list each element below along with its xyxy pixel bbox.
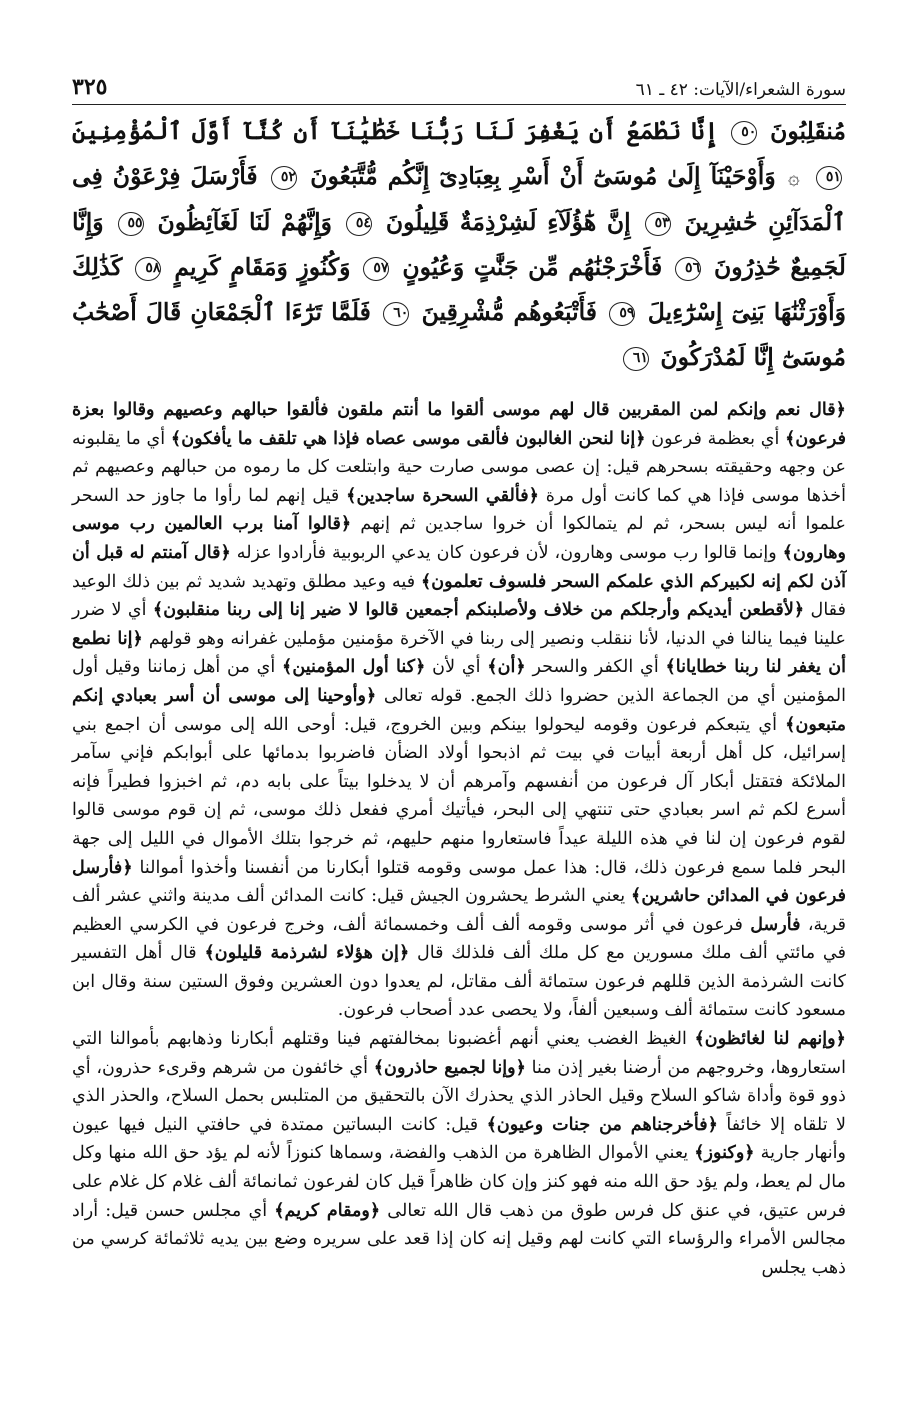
commentary-text: أي خائفون من شرهم وقرىء حذرون، أي ذوو قوة وأداة شاكو السلاح وقيل الحاذر الذي يحذرك الآن بالتحقيق من المتلبس بحمل السلاح، والحذر الذي لا تلقاه إلا خائفاً bbox=[72, 1057, 846, 1135]
quoted-verse: ﴿أن﴾ bbox=[487, 656, 526, 678]
commentary-text: أي لا ضرر علينا فيما ينالنا في الدنيا، لأنا ننقلب ونصير إلى ربنا في الآخرة مؤمنين مؤملين غفرانه وهو قولهم bbox=[72, 600, 846, 649]
quoted-verse: ﴿فأخرجناهم من جنات وعيون﴾ bbox=[486, 1113, 718, 1135]
quoted-verse: ﴿كنا أول المؤمنين﴾ bbox=[282, 656, 426, 678]
verse-number-marker: ٥٦ bbox=[675, 257, 701, 281]
page-number: ٣٢٥ bbox=[72, 74, 108, 100]
verse-text: إِنَّ هَٰٓؤُلَآءِ لَشِرْذِمَةٌ قَلِيلُونَ bbox=[385, 208, 631, 236]
quoted-verse: ﴿وأوحينا إلى موسى أن أسر بعبادي إنكم متبعون﴾ bbox=[72, 684, 846, 735]
quoted-verse: ﴿وإنا لجميع حاذرون﴾ bbox=[373, 1056, 526, 1078]
commentary-paragraph bbox=[72, 1025, 846, 1282]
verse-number-marker: ٥٩ bbox=[609, 302, 635, 326]
quoted-verse: ﴿قالوا آمنا برب العالمين رب موسى وهارون﴾ bbox=[72, 513, 847, 563]
verse-text: فَلَمَّا تَرَٰٓءَا ٱلْجَمْعَانِ قَالَ أَصْحَٰبُ مُوسَىٰٓ إِنَّا لَمُدْرَكُونَ bbox=[72, 298, 846, 371]
commentary-text: أي من أهل زماننا وقيل أول المؤمنين أي من الجماعة الذين حضروا ذلك الجمع. قوله تعالى bbox=[72, 657, 846, 706]
quran-verses-block bbox=[72, 109, 846, 388]
commentary-text: فيه وعيد مطلق وتهديد شديد ثم بين ذلك الوعيد فقال bbox=[72, 571, 846, 621]
quoted-verse: ﴿لأقطعن أيديكم وأرجلكم من خلاف ولأصلبنكم أجمعين قالوا لا ضير إنا إلى ربنا منقلبون﴾ bbox=[152, 599, 805, 621]
verse-text: فَأَرْسَلَ فِرْعَوْنُ فِى ٱلْمَدَآئِنِ حَٰشِرِينَ bbox=[72, 162, 846, 236]
commentary-text: أي مجلس حسن قيل: أراد مجالس الأمراء والرؤساء التي كانت لهم وقيل إنه كان إذا قعد على سريره وضع بين يديه ثلاثمائة كرسي من ذهب يجلس bbox=[72, 1200, 846, 1278]
verse-text: إِنَّا نَطْمَعُ أَن يَغْفِرَ لَنَا رَبُّنَا خَطَٰيَٰنَآ أَن كُنَّآ أَوَّلَ ٱلْمُؤْمِنِينَ bbox=[72, 117, 719, 145]
verse-number-marker: ٥٢ bbox=[271, 166, 297, 190]
commentary-text: أي بعظمة فرعون bbox=[645, 428, 786, 449]
verse-number-marker: ٥٤ bbox=[346, 212, 372, 236]
commentary-block bbox=[72, 396, 846, 1282]
commentary-text: أي ما يقلبونه عن وجهه وحقيقته بسحرهم قيل: إن عصى موسى صارت حية وابتلعت كل ما رموه من حبالهم وعصيهم ثم أخذها موسى فإذا هي كما كانت أول مرة bbox=[72, 428, 846, 506]
verse-text: وَإِنَّهُمْ لَنَا لَغَآئِظُونَ bbox=[157, 208, 332, 236]
commentary-text: قال أهل التفسير كانت الشرذمة الذين قللهم فرعون ستمائة ألف مقاتل، لم يعدوا دون العشرين وفوق الستين سنة وقال ابن مسعود كانت ستمائة ألف وسبعين ألفاً، ولا يحصى عدد أصحاب فرعون. bbox=[72, 943, 846, 1021]
quoted-verse: فأرسل bbox=[750, 913, 801, 935]
quoted-verse: ﴿إنا نطمع أن يغفر لنا ربنا خطايانا﴾ bbox=[72, 627, 846, 678]
running-header bbox=[72, 70, 846, 105]
verse-number-marker: ٥٠ bbox=[731, 121, 757, 145]
surah-title: سورة الشعراء/الآيات: ٤٢ ـ ٦١ bbox=[635, 80, 846, 100]
quoted-verse: ﴿فألقي السحرة ساجدين﴾ bbox=[346, 484, 539, 506]
commentary-text: فرعون في أثر موسى وقومه ألف ألف وخمسمائة ألف، وخرج فرعون في الكرسي العظيم في مائتي ألف ملك مسورين مع كل ملك ألف فلذلك قال bbox=[72, 914, 846, 964]
verse-text: وَإِنَّا لَجَمِيعٌ حَٰذِرُونَ bbox=[72, 208, 846, 281]
verse-text: كَذَٰلِكَ وَأَوْرَثْنَٰهَا بَنِىٓ إِسْرَٰٓءِيلَ bbox=[72, 253, 846, 326]
quoted-verse: ﴿إنا لنحن الغالبون فألقى موسى عصاه فإذا هي تلقف ما يأفكون﴾ bbox=[170, 427, 646, 449]
verse-number-marker: ٥٨ bbox=[135, 257, 161, 281]
quoted-verse: ﴿فأرسل فرعون في المدائن حاشرين﴾ bbox=[72, 856, 846, 907]
commentary-text: الغيظ الغضب يعني أنهم أغضبونا بمخالفتهم فينا وقتلهم أبكارنا وذهابهم بأموالنا التي استعاروها، وخروجهم من أرضنا بغير إذن منا bbox=[72, 1029, 847, 1078]
verse-text: مُنقَلِبُونَ bbox=[770, 117, 846, 145]
verse-number-marker: ٦١ bbox=[623, 347, 649, 371]
verse-number-marker: ٥٣ bbox=[645, 212, 671, 236]
verse-text: فَأَتْبَعُوهُم مُّشْرِقِينَ bbox=[421, 298, 598, 326]
commentary-paragraph bbox=[72, 396, 846, 1025]
quoted-verse: ﴿وكنوز﴾ bbox=[694, 1142, 755, 1164]
quoted-verse: ﴿قال آمنتم له قبل أن آذن لكم إنه لكبيركم الذي علمكم السحر فلسوف تعلمون﴾ bbox=[72, 541, 846, 592]
hizb-marker-icon: ۞ bbox=[787, 165, 800, 189]
quoted-verse: ﴿إن هؤلاء لشرذمة قليلون﴾ bbox=[204, 942, 410, 964]
commentary-text: أي يتبعكم فرعون وقومه ليحولوا بينكم وبين الخروج، قيل: أوحى الله إلى موسى أن اجمع بني إسرائيل، كل أهل أربعة أبيات في بيت ثم اذبحوا أولاد الضأن فاضربوا بدمائها على أبوابكم فإني سآمر الملائكة فتقتل أبكار آل فرعون من أنفسهم وآمرهم أن لا يدخلوا بيتاً على بابه دم، ثم اخبزوا فطيراً فإنه أسرع لكم ثم اسر بعبادي حتى تنتهي إلى البحر، فيأتيك أمري ففعل ذلك موسى، ثم إن قوم موسى قالوا لقوم فرعون إن لنا في هذه الليلة عيداً فاستعاروا منهم حليهم، ثم خرجوا بتلك الأموال في الليل إلى جهة البحر فلما سمع فرعون ذلك، قال: هذا عمل موسى وقومه قتلوا أبكارنا من أنفسنا وأخذوا أموالنا bbox=[72, 714, 846, 878]
verse-text: وَأَوْحَيْنَآ إِلَىٰ مُوسَىٰٓ أَنْ أَسْرِ بِعِبَادِىٓ إِنَّكُم مُّتَّبَعُونَ bbox=[310, 162, 776, 190]
quoted-verse: ﴿وإنهم لنا لغائظون﴾ bbox=[694, 1028, 846, 1050]
commentary-text: يعني الأموال الظاهرة من الذهب والفضة، وسماها كنوزاً لأنه لم يؤد حق الله منها وكل مال لم يعط، ولم يؤد حق الله منه فهو كنز وإن كان ظاهراً قيل كان لفرعون ثمانمائة ألف غلام كل غلام على فرس عتيق، في عنق كل فرس طوق من ذهب قال الله تعالى bbox=[72, 1143, 846, 1221]
quoted-verse: ﴿ومقام كريم﴾ bbox=[274, 1199, 381, 1221]
quoted-verse: ﴿قال نعم وإنكم لمن المقربين قال لهم موسى ألقوا ما أنتم ملقون فألقوا حبالهم وعصيهم وقالوا بعزة فرعون﴾ bbox=[72, 399, 846, 449]
verse-text: فَأَخْرَجْنَٰهُم مِّن جَنَّٰتٍ وَعُيُونٍ bbox=[402, 253, 663, 281]
commentary-text: يعني الشرط يحشرون الجيش قيل: كانت المدائن ألف مدينة واثني عشر ألف قرية، bbox=[72, 886, 847, 935]
verse-number-marker: ٥٥ bbox=[118, 212, 144, 236]
verse-number-marker: ٥٧ bbox=[363, 257, 389, 281]
commentary-text: قيل إنهم لما رأوا ما جاوز حد السحر علموا أنه ليس بسحر، ثم لم يتمالكوا أن خروا ساجدين ثم إنهم bbox=[72, 485, 846, 535]
commentary-text: قيل: كانت البساتين ممتدة في حافتي النيل فيها عيون وأنهار جارية bbox=[72, 1114, 846, 1164]
verse-number-marker: ٥١ bbox=[816, 166, 842, 190]
commentary-text: أي لأن bbox=[425, 657, 488, 678]
commentary-text: أي الكفر والسحر bbox=[525, 657, 666, 678]
commentary-text: وإنما قالوا رب موسى وهارون، لأن فرعون كان يدعي الربوبية فأرادوا عزله bbox=[230, 542, 783, 563]
verse-text: وَكُنُوزٍ وَمَقَامٍ كَرِيمٍ bbox=[174, 253, 351, 281]
verse-number-marker: ٦٠ bbox=[383, 302, 409, 326]
